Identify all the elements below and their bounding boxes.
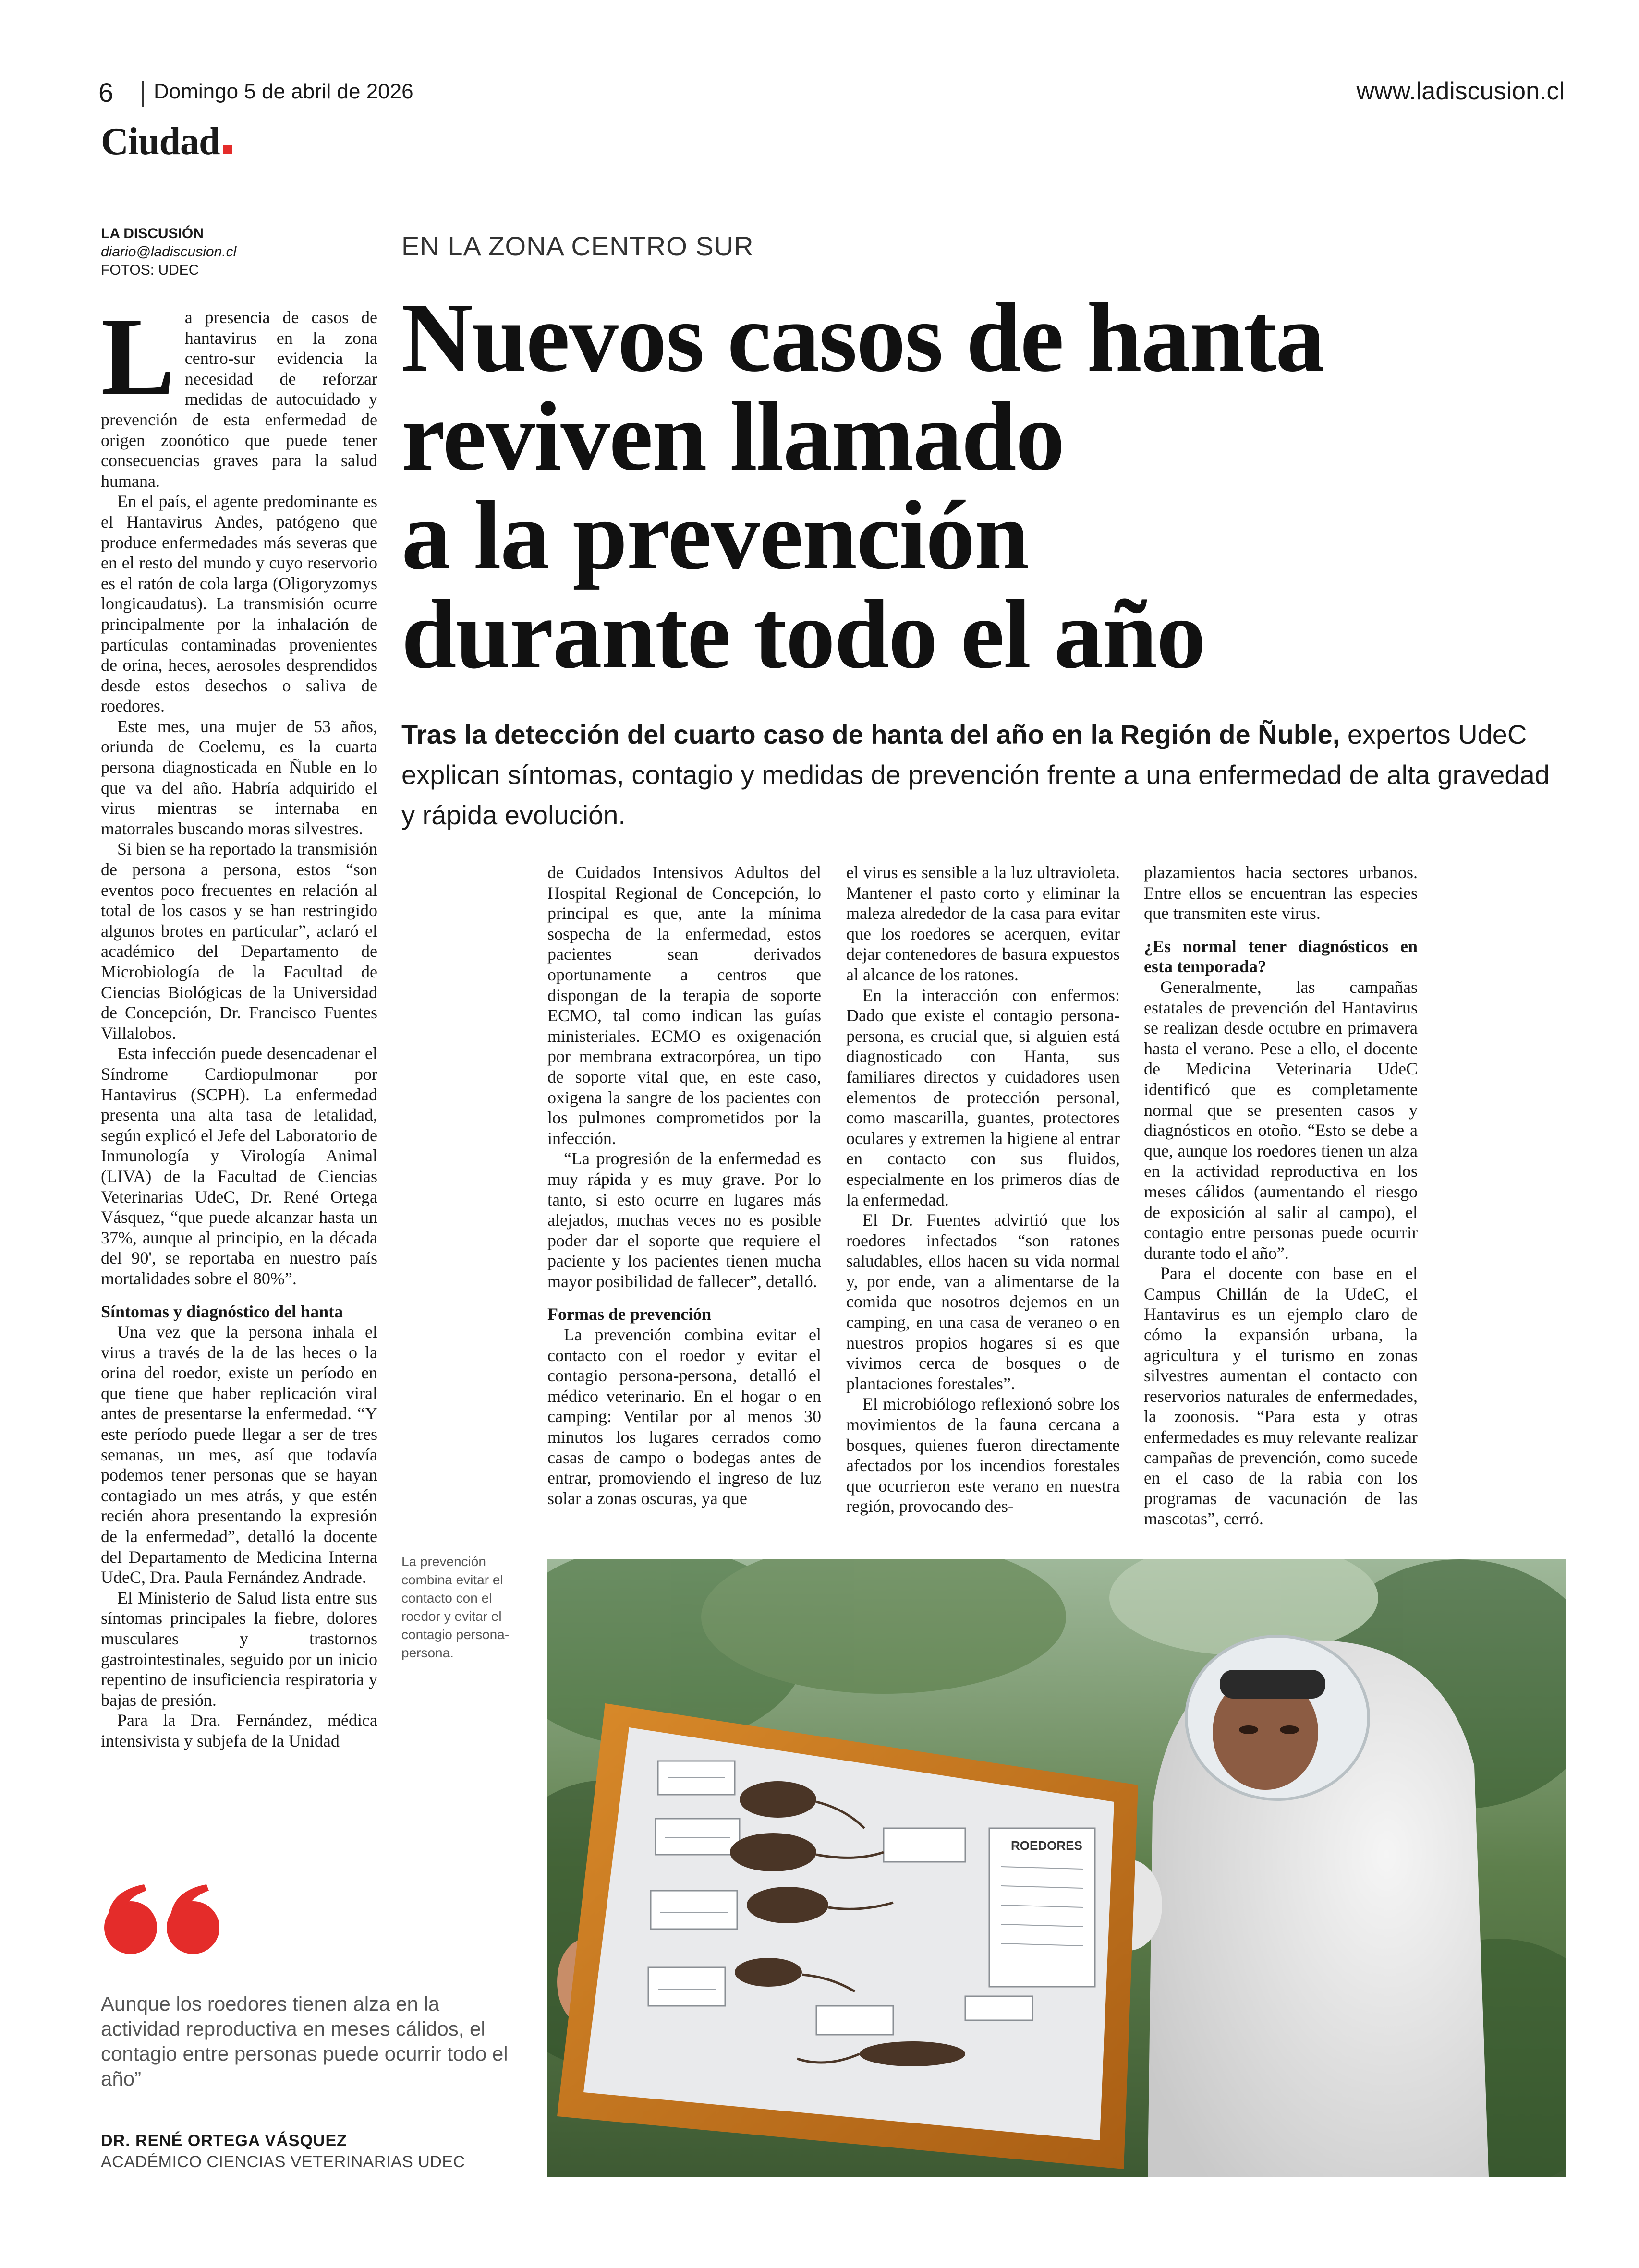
headline-line: a la prevención <box>401 480 1029 590</box>
subheading: Síntomas y diagnóstico del hanta <box>101 1302 343 1321</box>
quote-author: DR. RENÉ ORTEGA VÁSQUEZ <box>101 2132 347 2150</box>
article-headline <box>401 282 1564 689</box>
section-label: Ciudad <box>101 121 220 163</box>
paragraph: el virus es sensible a la luz ultravioleta. Mantener el pasto corto y eliminar la maleza alrededor de la casa para evitar que los roedores se acerquen, evitar dejar contenedores de basura expuestos al alcance de los ratones. <box>846 863 1120 984</box>
paragraph: de Cuidados Intensivos Adultos del Hospital Regional de Concepción, lo principal es que, ante la mínima sospecha de la enfermedad, estos pacientes sean derivados oportunamente a centros que dispongan de la terapia de soporte ECMO, tal como indican las guías ministeriales. ECMO es oxigenación por membrana extracorpórea, un tipo de soporte vital que, en este caso, oxigena la sangre de los pacientes con los pulmones comprometidos por la infección. <box>547 863 821 1148</box>
article-column-2 <box>547 862 821 1508</box>
byline-email[interactable]: diario@ladiscusion.cl <box>101 244 237 260</box>
byline-org: LA DISCUSIÓN <box>101 226 204 241</box>
header-separator <box>142 81 144 107</box>
paragraph: Generalmente, las campañas estatales de prevención del Hantavirus se realizan desde octubre en primavera hasta el verano. Pese a ello, el docente de Medicina Veterinaria UdeC identificó que es completamente normal que se presenten casos y diagnósticos en otoño. “Esto se debe a que, aunque los roedores tienen un alza en la actividad reproductiva en los meses cálidos (aumentando el riesgo de exposición al salir al campo), el contagio entre personas puede ocurrir durante todo el año”. <box>1144 977 1418 1263</box>
article-kicker: EN LA ZONA CENTRO SUR <box>401 231 754 261</box>
paragraph: El microbiólogo reflexionó sobre los movimientos de la fauna cercana a bosques, quienes fueron directamente afectados por los incendios forestales que ocurrieron este verano en nuestra región, provocando des- <box>846 1394 1120 1516</box>
paragraph: Una vez que la persona inhala el virus a través de la de las heces o la orina del roedor, existe un período en que tiene que haber replicación viral antes de presentarse la enfermedad. “Y este período puede llegar a ser de tres semanas, un mes, así que todavía podemos tener personas que se hayan contagiado un mes atrás, y que estén recién ahora presentando la expresión de la enfermedad”, detalló la docente del Departamento de Medicina Interna UdeC, Dra. Paula Fernández Andrade. <box>101 1322 377 1587</box>
paragraph: plazamientos hacia sectores urbanos. Entre ellos se encuentran las especies que transmiten este virus. <box>1144 863 1418 923</box>
headline-line: durante todo el año <box>401 579 1205 689</box>
issue-date: Domingo 5 de abril de 2026 <box>154 80 413 103</box>
lead-bold: Tras la detección del cuarto caso de hanta del año en la Región de Ñuble, <box>401 719 1340 749</box>
article-lead <box>401 714 1564 835</box>
photo-caption: La prevención combina evitar el contacto con el roedor y evitar el contagio persona-persona. <box>401 1554 510 1660</box>
headband <box>1220 1670 1325 1699</box>
byline <box>101 225 236 279</box>
article-photo <box>547 1559 1566 2177</box>
paragraph: Si bien se ha reportado la transmisión de persona a persona, estos “son eventos poco frecuentes en relación al total de los casos y se han restringido algunos brotes en particular”, aclaró el académico del Departamento de Microbiología de la Facultad de Ciencias Biológicas de la Universidad de Concepción, Dr. Francisco Fuentes Villalobos. <box>101 839 377 1043</box>
quote-author-role: ACADÉMICO CIENCIAS VETERINARIAS UDEC <box>101 2153 465 2171</box>
headline-line: reviven llamado <box>401 381 1064 491</box>
paragraph: La prevención combina evitar el contacto con el roedor y evitar el contagio persona-persona, detalló el médico veterinario. En el hogar o en camping: Ventilar por al menos 30 minutos los lugares cerrados como casas de campo o bodegas antes de entrar, promoviendo el ingreso de luz solar a zonas oscuras, ya que <box>547 1325 821 1508</box>
paragraph: “La progresión de la enfermedad es muy rápida y es muy grave. Por lo tanto, si esto ocurre en lugares más alejados, muchas veces no es posible poder dar el soporte que requiere el paciente y los pacientes tienen mucha mayor posibilidad de fallecer”, detalló. <box>547 1149 821 1291</box>
photo-illustration <box>547 1559 1566 2177</box>
section-dot <box>223 145 232 154</box>
article-column-1 <box>101 295 377 1751</box>
byline-photos: FOTOS: UDEC <box>101 262 199 278</box>
paragraph: En la interacción con enfermos: Dado que existe el contagio persona-persona, es crucial que, si alguien está diagnosticado con Hanta, sus familiares directos y cuidadores usen elementos de protección personal, como mascarilla, guantes, protectores oculares y extremen la higiene al entrar en contacto con sus fluidos, especialmente en los primeros días de la enfermedad. <box>846 985 1120 1209</box>
paragraph: El Ministerio de Salud lista entre sus síntomas principales la fiebre, dolores musculares y trastornos gastrointestinales, seguido por un inicio repentino de insuficiencia respiratoria y bajas de presión. <box>101 1588 377 1710</box>
article-column-3 <box>846 862 1120 1517</box>
section-title <box>101 120 232 164</box>
paragraph: En el país, el agente predominante es el Hantavirus Andes, patógeno que produce enfermedades más severas que en el resto del mundo y cuyo reservorio es el ratón de cola larga (Oligoryzomys longicaudatus). La transmisión ocurre principalmente por la inhalación de partículas contaminadas provenientes de orina, heces, aerosoles desprendidos desde estos desechos o saliva de roedores. <box>101 492 377 716</box>
drop-cap: L <box>101 295 175 418</box>
quote-mark-icon <box>101 1882 226 1954</box>
exhibit-title: ROEDORES <box>1011 1838 1082 1853</box>
headline-line: Nuevos casos de hanta <box>401 282 1324 392</box>
subheading: Formas de prevención <box>547 1304 712 1324</box>
paragraph: Este mes, una mujer de 53 años, oriunda de Coelemu, es la cuarta persona diagnosticada en Ñuble en lo que va del año. Habría adquirido el virus mientras se internaba en matorrales buscando moras silvestres. <box>101 716 377 838</box>
subheading: ¿Es normal tener diagnósticos en esta temporada? <box>1144 936 1418 977</box>
paragraph: Esta infección puede desencadenar el Síndrome Cardiopulmonar por Hantavirus (SCPH). La enfermedad presenta una alta tasa de letalidad, según explicó el Jefe del Laboratorio de Inmunología y Virología Animal (LIVA) de la Facultad de Ciencias Veterinarias UdeC, Dr. René Ortega Vásquez, “que puede alcanzar hasta un 37%, aunque al principio, en la década del 90', se reportaba en nuestro país mortalidades sobre el 80%”. <box>101 1044 377 1288</box>
paragraph: Para la Dra. Fernández, médica intensivista y subjefa de la Unidad <box>101 1711 377 1750</box>
paragraph: El Dr. Fuentes advirtió que los roedores infectados “son ratones saludables, ellos hacen su vida normal y, por ende, van a alimentarse de la comida que nosotros dejemos en un camping, en una casa de veraneo o en nuestros propios hogares si es que vivimos cerca de bosques o de plantaciones forestales”. <box>846 1210 1120 1393</box>
article-column-4 <box>1144 862 1418 1529</box>
lead-rest: expertos UdeC explican síntomas, contagio y medidas de prevención frente a una enfermedad de alta gravedad y rápida evolución. <box>401 719 1550 830</box>
paragraph: a presencia de casos de hantavirus en la zona centro-sur evidencia la necesidad de reforzar medidas de autocuidado y prevención de esta enfermedad de origen zoonótico que puede tener consecuencias graves para la salud humana. <box>101 308 377 491</box>
site-url[interactable]: www.ladiscusion.cl <box>1356 77 1565 105</box>
page-number: 6 <box>98 77 114 108</box>
paragraph: Para el docente con base en el Campus Chillán de la UdeC, el Hantavirus es un ejemplo claro de cómo la expansión urbana, la agricultura y el turismo en zonas silvestres aumentan el contacto con reservorios naturales de enfermedades, la zoonosis. “Para esta y otras enfermedades es muy relevante realizar campañas de prevención, como sucede en el caso de la rabia con los programas de vacunación de las mascotas”, cerró. <box>1144 1264 1418 1529</box>
pull-quote: Aunque los roedores tienen alza en la actividad reproductiva en meses cálidos, el contagio entre personas puede ocurrir todo el año” <box>101 1992 508 2090</box>
